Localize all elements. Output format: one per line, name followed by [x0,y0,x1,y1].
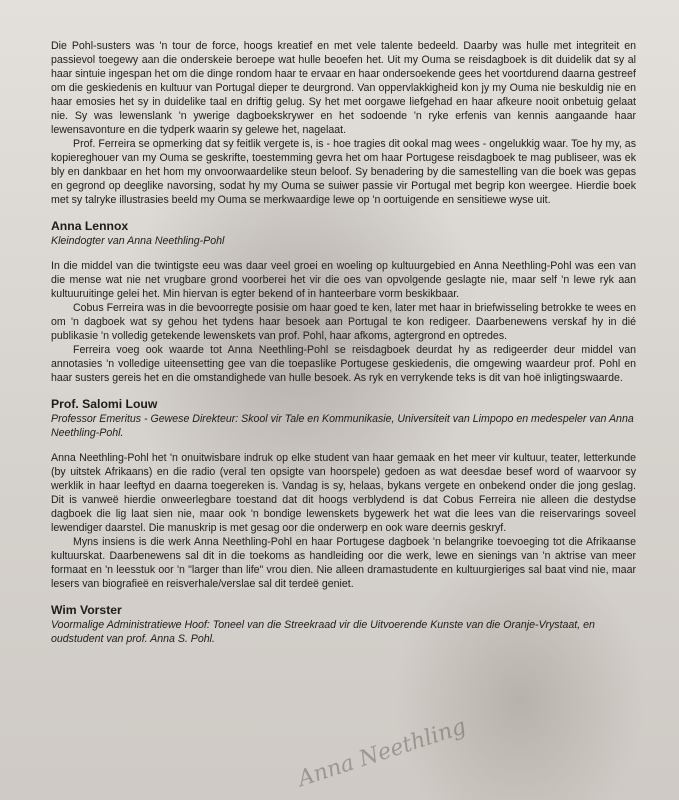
handwritten-signature: Anna Neethling [294,714,470,793]
section-role-salomi-louw: Professor Emeritus - Gewese Direkteur: Skool vir Tale en Kommunikasie, Universiteit van Limpopo en medespeler van Anna Neethling-Pohl. [51,413,634,439]
section-name-salomi-louw: Prof. Salomi Louw [51,397,158,411]
lennox-paragraph-2: Cobus Ferreira was in die bevoorregte posisie om haar goed te ken, later met haar in briefwisseling betrokke te wees en om 'n dagboek wat sy gehou het tydens haar besoek aan Portugal te kon redigeer. Daarbenewens verskaf hy in dié publikasie 'n volledig getekende lewenskets van prof. Pohl, haar afkoms, agtergrond en optredes. [51,302,636,342]
louw-paragraph-1: Anna Neethling-Pohl het 'n onuitwisbare indruk op elke student van haar gemaak en het meer vir kultuur, teater, letterkunde (by uitstek Afrikaans) en die radio (veral ten opsigte van hoorspele) gedoen as wat deesdae besef word of waarvoor sy werklik in haar leeftyd en daarna toegereken is. Vandag is sy, helaas, bykans vergete en onbekend onder die jong geslag. Dit is vanweë hierdie onweerlegbare toestand dat dit hoogs verblydend is dat Cobus Ferreira nie alleen die destydse dagboek die lig laat sien nie, maar ook 'n bondige lewenskets bygewerk het wat die lees van die reiservarings soveel lewendiger daarstel. Die manuskrip is met gesag oor die onderwerp en ook ware deernis geskryf. [51,452,636,534]
lennox-paragraph-1: In die middel van die twintigste eeu was daar veel groei en woeling op kultuurgebied en Anna Neethling-Pohl was een van die mense wat nie net vrugbare grond voorberei het vir die oes van opvolgende geslagte nie, maar self 'n lewe ryk aan kultuuruitinge gelei het. Min hiervan is egter bekend of in hanteerbare vorm beskikbaar. [51,260,636,300]
section-role-anna-lennox: Kleindogter van Anna Neethling-Pohl [51,235,225,247]
lennox-paragraph-3: Ferreira voeg ook waarde tot Anna Neethling-Pohl se reisdagboek deurdat hy as redigeerder deur middel van annotasies 'n volledige uiteensetting gee van die toepaslike Portugese geskiedenis, die omgewing waardeur prof. Pohl en haar susters gereis het en die omstandighede van hulle besoek. As ryk en verrykende teks is dit van hoë inligtingswaarde. [51,344,636,384]
louw-paragraph-2: Myns insiens is die werk Anna Neethling-Pohl en haar Portugese dagboek 'n belangrike toevoeging tot die Afrikaanse kultuurskat. Daarbenewens sal dit in die toekoms as handleiding oor die werk, lewe en sienings van 'n aktrise van meer formaat en 'n leesstuk oor 'n "larger than life" vrou dien. Nie alleen dramastudente en kultuurgieriges sal baat vind nie, maar lesers van biografieë en reisverhale/verslae sal dit terdeë geniet. [51,536,636,590]
intro-paragraph-1: Die Pohl-susters was 'n tour de force, hoogs kreatief en met vele talente bedeeld. Daarby was hulle met integriteit en passievol toegewy aan die onderskeie beroepe wat hulle beoefen het. Uit my Ouma se reisdagboek is dit duidelik dat sy al haar sintuie ingespan het om die dinge rondom haar te ervaar en haar ondersoekende gees het voortdurend daarna gestreef om die geskiedenis en kultuur van Portugal dieper te deurgrond. Van oppervlakkigheid kon jy my Ouma nie beskuldig nie en haar emosies het sy in duidelike taal en driftig gelug. Sy het met oorgawe liefgehad en haar afkeure nooit onbetuig gelaat nie. Sy was lewenslank 'n ywerige dagboekskrywer en het sodoende 'n ryke erfenis van kennis aangaande haar lewensavonture en die tydperk waarin sy gelewe het, nagelaat. [51,40,636,136]
intro-paragraph-2: Prof. Ferreira se opmerking dat sy feitlik vergete is, is - hoe tragies dit ookal mag wees - ongelukkig waar. Toe hy my, as kopiereghouer van my Ouma se geskrifte, toestemming gevra het om haar Portugese reisdagboek te mag publiseer, was ek bly en dankbaar en het hom my onvoorwaardelike steun beloof. Sy benadering by die samestelling van die boek was gepas en gegrond op deeglike navorsing, sodat hy my Ouma se suiwer passie vir Portugal met begrip kon weergee. Hierdie boek met sy talryke illustrasies beeld my Ouma se merkwaardige lewe op 'n oortuigende en sensitiewe wyse uit. [51,138,636,206]
section-role-wim-vorster: Voormalige Administratiewe Hoof: Toneel van die Streekraad vir die Uitvoerende Kunste van die Oranje-Vrystaat, en oudstudent van prof. Anna S. Pohl. [51,619,595,645]
section-name-anna-lennox: Anna Lennox [51,219,129,233]
text-column [51,39,636,646]
section-name-wim-vorster: Wim Vorster [51,603,122,617]
